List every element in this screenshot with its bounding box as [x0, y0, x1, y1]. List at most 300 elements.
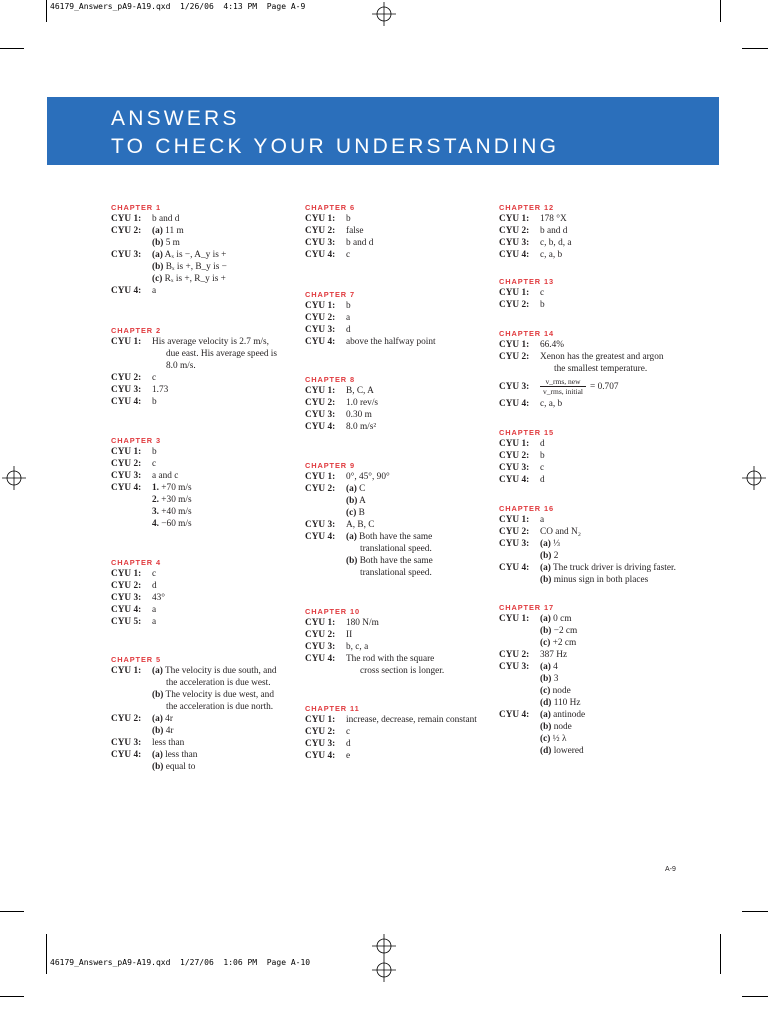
answer-line: (b) 3	[540, 674, 559, 684]
answer-line: a and c	[152, 471, 179, 481]
answer-label: CYU 1:	[499, 214, 530, 224]
crop-mark	[46, 934, 47, 974]
answer-text	[152, 285, 301, 297]
printer-slug-bottom: 46179_Answers_pA9-A19.qxd 1/27/06 1:06 PM Page A-10	[50, 958, 311, 967]
answer-text	[152, 213, 301, 225]
answer-label: CYU 2:	[111, 714, 142, 724]
answer-label: CYU 4:	[305, 250, 336, 260]
answer-row	[111, 249, 301, 285]
answer-line: 1.0 rev/s	[346, 398, 379, 408]
answer-text	[152, 482, 301, 530]
answer-label: CYU 1:	[499, 515, 530, 525]
answer-text	[152, 249, 301, 285]
answer-line: (b) equal to	[152, 762, 196, 772]
answer-line: translational speed.	[360, 544, 432, 554]
answer-line: 387 Hz	[540, 650, 568, 660]
answer-text	[540, 351, 719, 375]
answer-row	[499, 514, 719, 526]
answer-line: b and d	[540, 226, 568, 236]
section-header-banner	[47, 97, 719, 165]
answer-row	[499, 649, 719, 661]
answer-label: CYU 2:	[111, 581, 142, 591]
chapter-title: CHAPTER 6	[305, 203, 355, 212]
item-marker: (b)	[152, 262, 164, 272]
answer-text	[346, 237, 500, 249]
answer-row	[111, 446, 301, 458]
item-marker: 3.	[152, 507, 159, 517]
chapter-block	[305, 606, 500, 677]
crop-mark	[0, 48, 24, 49]
answer-line: the smallest temperature.	[554, 364, 648, 374]
answer-label: CYU 3:	[499, 463, 530, 473]
answer-label: CYU 2:	[111, 373, 142, 383]
answers-column-1	[111, 202, 301, 773]
answer-line: d	[540, 439, 545, 449]
answer-line: 0°, 45°, 90°	[346, 472, 390, 482]
answer-row	[499, 462, 719, 474]
answer-row	[305, 421, 500, 433]
item-marker: (c)	[152, 274, 163, 284]
answer-label: CYU 2:	[499, 226, 530, 236]
answer-label: CYU 2:	[111, 226, 142, 236]
answer-line: (c) +2 cm	[540, 638, 577, 648]
answer-label: CYU 2:	[499, 650, 530, 660]
answer-text	[152, 749, 301, 773]
answer-label: CYU 3:	[305, 325, 336, 335]
answer-text	[152, 372, 301, 384]
answer-line: a	[152, 286, 157, 296]
answer-text	[152, 336, 301, 372]
answer-label: CYU 2:	[305, 398, 336, 408]
fraction-numerator: v_rms, new	[540, 377, 586, 387]
answer-text	[346, 421, 500, 433]
chapter-block	[499, 276, 719, 311]
answer-text	[346, 397, 500, 409]
answer-row	[499, 299, 719, 311]
answer-text	[346, 324, 500, 336]
answer-label: CYU 3:	[499, 662, 530, 672]
crop-mark	[742, 48, 768, 49]
header-title-line-2: TO CHECK YOUR UNDERSTANDING	[111, 135, 560, 158]
answer-line: b	[540, 451, 545, 461]
answer-text	[346, 213, 500, 225]
answer-line: (b) Both have the same	[346, 556, 433, 566]
answer-line: c	[540, 463, 545, 473]
answer-row	[305, 237, 500, 249]
answer-line: 43°	[152, 593, 166, 603]
chapter-block	[499, 202, 719, 261]
answer-line: (c) ½ λ	[540, 734, 567, 744]
chapter-title: CHAPTER 14	[499, 329, 554, 338]
answer-line: d	[346, 325, 351, 335]
answer-text	[346, 738, 500, 750]
answer-text	[540, 450, 719, 462]
chapter-block	[305, 374, 500, 433]
answer-line: (a) The truck driver is driving faster.	[540, 563, 676, 573]
answer-text	[346, 653, 500, 677]
answer-label: CYU 3:	[111, 738, 142, 748]
answer-label: CYU 1:	[111, 337, 142, 347]
answer-line: d	[346, 739, 351, 749]
answer-label: CYU 1:	[111, 666, 142, 676]
item-marker: (b)	[152, 762, 164, 772]
answer-line: (a) ⅓	[540, 539, 561, 549]
answer-text	[152, 384, 301, 396]
registration-mark-icon	[372, 2, 396, 26]
answer-text	[152, 568, 301, 580]
answer-row	[111, 665, 301, 713]
answer-row	[499, 526, 719, 538]
answer-row	[111, 568, 301, 580]
answer-row	[111, 336, 301, 372]
answer-text	[540, 462, 719, 474]
answer-line: c, a, b	[540, 250, 563, 260]
answer-line: 0.30 m	[346, 410, 372, 420]
answer-text	[540, 213, 719, 225]
item-marker: (b)	[152, 238, 164, 248]
answer-line: 3. +40 m/s	[152, 507, 192, 517]
answer-line: (b) node	[540, 722, 572, 732]
answer-label: CYU 3:	[111, 471, 142, 481]
answer-line: c, b, d, a	[540, 238, 572, 248]
item-marker: (d)	[540, 746, 552, 756]
answer-line: d	[540, 475, 545, 485]
answer-label: CYU 2:	[305, 484, 336, 494]
answer-line: c	[152, 459, 157, 469]
answer-label: CYU 2:	[499, 300, 530, 310]
answer-label: CYU 2:	[499, 527, 530, 537]
answer-line: (a) 4r	[152, 714, 173, 724]
answer-label: CYU 3:	[499, 381, 530, 392]
answer-text	[540, 562, 719, 586]
answer-text	[346, 641, 500, 653]
chapter-title: CHAPTER 2	[111, 326, 161, 335]
answer-line: increase, decrease, remain constant	[346, 715, 477, 725]
item-marker: (a)	[540, 710, 551, 720]
item-marker: (a)	[540, 614, 551, 624]
answer-label: CYU 1:	[499, 614, 530, 624]
answer-text	[346, 336, 500, 348]
chapter-block	[499, 503, 719, 586]
answer-label: CYU 4:	[499, 710, 530, 720]
answer-text	[540, 661, 719, 709]
crop-mark	[742, 911, 768, 912]
answer-row	[305, 617, 500, 629]
answer-row	[111, 225, 301, 249]
chapter-block	[111, 435, 301, 530]
answer-text	[152, 396, 301, 408]
crop-mark	[46, 0, 47, 22]
answer-row	[305, 653, 500, 677]
answer-text	[540, 514, 719, 526]
answer-line: (a) 4	[540, 662, 558, 672]
fraction	[540, 377, 586, 396]
answer-row	[111, 592, 301, 604]
crop-mark	[720, 0, 721, 22]
answer-text	[152, 737, 301, 749]
answer-line: II	[346, 630, 353, 640]
item-marker: (b)	[540, 722, 552, 732]
answer-row	[499, 225, 719, 237]
answer-row	[305, 385, 500, 397]
item-marker: (a)	[540, 563, 551, 573]
answer-text	[346, 483, 500, 519]
answer-text	[540, 398, 719, 410]
answer-row	[111, 749, 301, 773]
answer-line: (a) Aₓ is −, A_y is +	[152, 250, 227, 260]
item-marker: (b)	[152, 726, 164, 736]
answer-label: CYU 1:	[111, 214, 142, 224]
item-marker: (a)	[152, 666, 163, 676]
answer-row	[305, 531, 500, 579]
answer-row	[111, 285, 301, 297]
chapter-title: CHAPTER 15	[499, 428, 554, 437]
answer-line: 2. +30 m/s	[152, 495, 192, 505]
answer-row	[305, 249, 500, 261]
answer-label: CYU 2:	[111, 459, 142, 469]
item-marker: (a)	[540, 662, 551, 672]
answer-text	[346, 409, 500, 421]
chapter-title: CHAPTER 7	[305, 290, 355, 299]
chapter-block	[305, 289, 500, 348]
chapter-title: CHAPTER 4	[111, 558, 161, 567]
answer-text	[540, 438, 719, 450]
answer-row	[305, 714, 500, 726]
answer-row	[111, 396, 301, 408]
chapter-title: CHAPTER 13	[499, 277, 554, 286]
answer-text	[152, 604, 301, 616]
item-marker: (b)	[346, 496, 358, 506]
answer-row	[305, 336, 500, 348]
answer-label: CYU 2:	[305, 313, 336, 323]
answer-row	[499, 377, 719, 396]
answer-line: (c) Rₓ is +, R_y is +	[152, 274, 226, 284]
answer-row	[111, 482, 301, 530]
answer-row	[305, 300, 500, 312]
fraction-denominator: v_rms, initial	[543, 387, 583, 396]
item-marker: (b)	[540, 674, 552, 684]
answer-line: translational speed.	[360, 568, 432, 578]
answer-text	[346, 312, 500, 324]
answer-line: a	[346, 313, 351, 323]
answer-row	[111, 737, 301, 749]
answer-row	[111, 384, 301, 396]
answer-label: CYU 3:	[305, 410, 336, 420]
answer-label: CYU 4:	[305, 337, 336, 347]
answer-row	[305, 397, 500, 409]
answer-line: (b) The velocity is due west, and	[152, 690, 274, 700]
answer-line: (d) 110 Hz	[540, 698, 581, 708]
item-marker: (b)	[540, 626, 552, 636]
answer-row	[305, 324, 500, 336]
answer-line: 8.0 m/s.	[166, 361, 196, 371]
answer-line: d	[152, 581, 157, 591]
answer-line: CO and N₂	[540, 527, 581, 537]
answer-text	[152, 592, 301, 604]
chapter-title: CHAPTER 8	[305, 375, 355, 384]
answer-row	[499, 213, 719, 225]
item-marker: (b)	[152, 690, 164, 700]
answer-text	[152, 665, 301, 713]
answer-label: CYU 4:	[111, 397, 142, 407]
answer-line: B, C, A	[346, 386, 374, 396]
header-title-line-1: ANSWERS	[111, 107, 240, 130]
answer-label: CYU 3:	[305, 238, 336, 248]
answer-label: CYU 4:	[111, 750, 142, 760]
answer-line: a	[152, 605, 157, 615]
answer-text	[346, 385, 500, 397]
answer-text	[540, 538, 719, 562]
answer-row	[499, 398, 719, 410]
answer-label: CYU 3:	[305, 739, 336, 749]
answer-row	[305, 409, 500, 421]
page-number: A-9	[665, 866, 676, 873]
crop-mark	[0, 911, 24, 912]
crop-mark	[742, 996, 768, 997]
answer-label: CYU 4:	[499, 563, 530, 573]
answer-text	[346, 629, 500, 641]
chapter-title: CHAPTER 11	[305, 704, 360, 713]
answer-text	[346, 617, 500, 629]
answer-label: CYU 1:	[305, 618, 336, 628]
answer-line: c	[346, 250, 351, 260]
answer-text	[152, 616, 301, 628]
answer-label: CYU 4:	[111, 605, 142, 615]
answer-row	[305, 312, 500, 324]
answer-label: CYU 3:	[111, 250, 142, 260]
answer-label: CYU 1:	[499, 439, 530, 449]
answer-line: 180 N/m	[346, 618, 379, 628]
chapter-title: CHAPTER 9	[305, 461, 355, 470]
answer-row	[305, 738, 500, 750]
answer-line: b and d	[346, 238, 374, 248]
answer-line: c, a, b	[540, 399, 563, 409]
answer-row	[499, 450, 719, 462]
answer-line: (a) C	[346, 484, 366, 494]
answer-row	[499, 709, 719, 757]
answer-row	[111, 372, 301, 384]
answer-label: CYU 3:	[499, 539, 530, 549]
answer-row	[305, 750, 500, 762]
chapter-title: CHAPTER 10	[305, 607, 360, 616]
answer-line: (b) 5 m	[152, 238, 180, 248]
answer-line: Xenon has the greatest and argon	[540, 352, 664, 362]
answer-line: (a) 11 m	[152, 226, 184, 236]
answer-line: The rod with the square	[346, 654, 435, 664]
answer-label: CYU 1:	[305, 472, 336, 482]
answer-label: CYU 1:	[499, 288, 530, 298]
answer-line: the acceleration is due north.	[166, 702, 274, 712]
answer-line: b	[346, 214, 351, 224]
answer-line: c	[152, 373, 157, 383]
answer-line: His average velocity is 2.7 m/s,	[152, 337, 269, 347]
answer-line: (b) 2	[540, 551, 559, 561]
answer-row	[499, 351, 719, 375]
item-marker: (a)	[540, 539, 551, 549]
answer-label: CYU 3:	[305, 520, 336, 530]
answer-row	[111, 580, 301, 592]
answer-text	[540, 526, 719, 538]
answer-text	[346, 300, 500, 312]
chapter-title: CHAPTER 1	[111, 203, 161, 212]
answer-label: CYU 1:	[305, 715, 336, 725]
item-marker: (b)	[540, 575, 552, 585]
answer-line: (b) minus sign in both places	[540, 575, 649, 585]
item-marker: (a)	[152, 226, 163, 236]
answer-line: b	[152, 397, 157, 407]
answer-row	[111, 470, 301, 482]
answer-line: 8.0 m/s²	[346, 422, 377, 432]
item-marker: 4.	[152, 519, 159, 529]
answer-row	[499, 339, 719, 351]
answer-text	[346, 225, 500, 237]
printer-slug-top: 46179_Answers_pA9-A19.qxd 1/26/06 4:13 PM Page A-9	[50, 2, 306, 11]
answer-line: 66.4%	[540, 340, 565, 350]
answer-label: CYU 2:	[305, 226, 336, 236]
answer-row	[305, 726, 500, 738]
answer-label: CYU 2:	[499, 352, 530, 362]
answer-text	[540, 299, 719, 311]
answer-text	[540, 225, 719, 237]
answer-text	[346, 750, 500, 762]
item-marker: (a)	[152, 750, 163, 760]
answer-line: the acceleration is due west.	[166, 678, 271, 688]
answer-label: CYU 4:	[499, 475, 530, 485]
answer-row	[111, 713, 301, 737]
registration-mark-icon	[372, 958, 396, 982]
answer-label: CYU 2:	[305, 727, 336, 737]
answer-line: (a) 0 cm	[540, 614, 572, 624]
chapter-block	[111, 654, 301, 773]
answer-text	[540, 474, 719, 486]
answer-label: CYU 3:	[499, 238, 530, 248]
answer-text	[152, 470, 301, 482]
registration-mark-icon	[2, 466, 26, 490]
fraction-result: = 0.707	[590, 381, 619, 392]
answer-row	[499, 613, 719, 649]
answer-label: CYU 4:	[305, 751, 336, 761]
answer-line: (d) lowered	[540, 746, 584, 756]
answer-text	[346, 531, 500, 579]
answer-text	[152, 225, 301, 249]
chapter-block	[305, 202, 500, 261]
answer-line: a	[152, 617, 157, 627]
answer-label: CYU 4:	[111, 483, 142, 493]
answer-line: (b) Bₓ is +, B_y is −	[152, 262, 227, 272]
answer-text	[346, 519, 500, 531]
item-marker: (d)	[540, 698, 552, 708]
chapter-block	[499, 427, 719, 486]
crop-mark	[720, 934, 721, 974]
answer-line: (b) A	[346, 496, 366, 506]
answer-row	[499, 661, 719, 709]
answer-label: CYU 3:	[305, 642, 336, 652]
answer-label: CYU 1:	[499, 340, 530, 350]
answer-line: b	[346, 301, 351, 311]
answer-text	[346, 714, 500, 726]
item-marker: (b)	[540, 551, 552, 561]
answer-label: CYU 4:	[499, 250, 530, 260]
answer-text	[540, 613, 719, 649]
item-marker: (c)	[540, 734, 551, 744]
answer-row	[305, 225, 500, 237]
answer-line: a	[540, 515, 545, 525]
answer-line: (b) −2 cm	[540, 626, 578, 636]
chapter-title: CHAPTER 16	[499, 504, 554, 513]
answer-label: CYU 1:	[305, 386, 336, 396]
answer-row	[499, 538, 719, 562]
answer-text	[540, 339, 719, 351]
